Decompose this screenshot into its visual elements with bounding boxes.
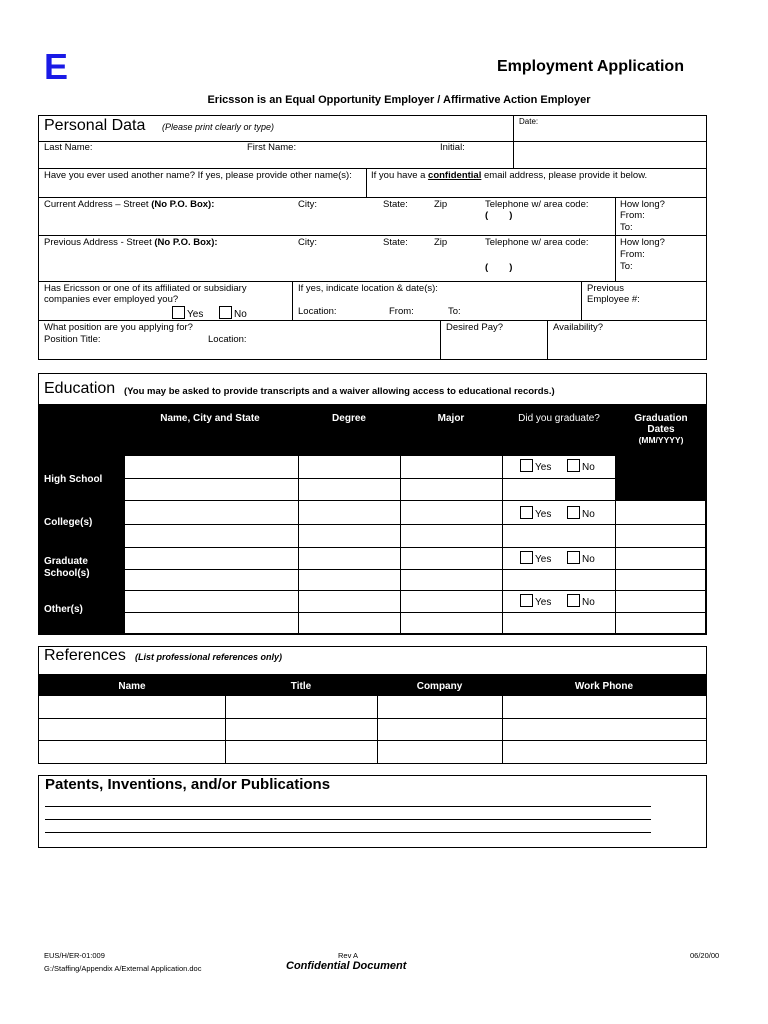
hs-yes-option[interactable] [520,459,551,473]
current-how-long: How long? [620,199,665,210]
edu-hs-name-1[interactable] [124,455,299,479]
date-field[interactable]: Date: [519,117,539,126]
employed-yes-option[interactable] [172,306,203,320]
edu-grad-major-1[interactable] [400,547,503,570]
grad-no-option[interactable] [567,551,595,565]
current-from-field[interactable]: From: [620,210,645,221]
position-title-field[interactable]: Position Title: [44,334,101,345]
last-name-field[interactable]: Last Name: [44,142,93,153]
previous-zip-field[interactable]: Zip [434,237,448,248]
email-label-pre: If you have a [371,170,429,181]
previous-from-field[interactable]: From: [620,249,645,260]
col-name-city-state: Name, City and State [160,413,260,424]
current-address-label: Current Address – Street [44,199,152,210]
patents-line-2[interactable] [45,819,651,820]
previous-area-code: ( ) [485,262,513,273]
previous-how-long: How long? [620,237,665,248]
edu-grad-name-2[interactable] [124,569,299,591]
edu-college-degree-2[interactable] [298,524,401,548]
edu-other-major-1[interactable] [400,590,503,613]
row-high-school: High School [44,474,103,485]
row-graduate-schools: School(s) [44,568,90,579]
checkbox-icon[interactable] [567,506,580,519]
edu-hs-major-1[interactable] [400,455,503,479]
references-title: References [44,647,126,664]
current-city-field[interactable]: City: [298,199,317,210]
edu-other-dates-2[interactable] [615,612,706,634]
prior-from-field[interactable]: From: [389,306,414,317]
col-dates: Dates [647,424,675,435]
edu-grad-degree-1[interactable] [298,547,401,570]
col-did-you-graduate: Did you graduate? [518,413,600,424]
edu-grad-dates-2[interactable] [615,569,706,591]
previous-employee-number-field[interactable]: Employee #: [587,294,640,305]
col-major: Major [437,413,465,424]
personal-data-note: (Please print clearly or type) [162,122,275,132]
if-yes-label: If yes, indicate location & date(s): [298,283,438,294]
edu-college-name-2[interactable] [124,524,299,548]
other-name-field[interactable]: Have you ever used another name? If yes, please provide other name(s): [44,170,352,181]
edu-college-name-1[interactable] [124,500,299,525]
previous-city-field[interactable]: City: [298,237,317,248]
email-label-bold: confidential [428,170,482,181]
checkbox-icon[interactable] [567,594,580,607]
edu-hs-degree-2[interactable] [298,478,401,501]
ref-1-name[interactable] [40,697,224,717]
current-telephone-field[interactable]: Telephone w/ area code: [485,199,589,210]
edu-college-dates-2[interactable] [615,524,706,548]
previous-label: Previous [587,283,624,294]
grad-yes-option[interactable] [520,551,551,565]
eeo-statement: Ericsson is an Equal Opportunity Employer / Affirmative Action Employer [207,94,591,106]
edu-other-name-2[interactable] [124,612,299,634]
patents-line-1[interactable] [45,806,651,807]
edu-hs-name-2[interactable] [124,478,299,501]
revision-date: 06/20/00 [690,951,720,960]
no-label: No [234,309,247,320]
personal-data-title: Personal Data [44,117,146,134]
edu-other-major-2[interactable] [400,612,503,634]
no-label: No [582,597,595,608]
current-zip-field[interactable]: Zip [434,199,448,210]
current-address-note: (No P.O. Box): [151,199,215,210]
college-no-option[interactable] [567,506,595,520]
yes-label: Yes [535,462,552,473]
edu-hs-major-2[interactable] [400,478,503,501]
ref-2-name[interactable] [40,719,224,739]
edu-college-graduated-2[interactable] [502,524,616,548]
references-note: (List professional references only) [135,652,283,662]
checkbox-icon[interactable] [520,459,533,472]
patents-line-3[interactable] [45,832,651,833]
confidential-email-field[interactable] [371,170,647,181]
education-note: (You may be asked to provide transcripts and a waiver allowing access to educational records.) [124,386,555,397]
no-label: No [582,509,595,520]
edu-grad-major-2[interactable] [400,569,503,591]
ericsson-logo: E [44,46,69,87]
yes-label: Yes [187,309,204,320]
previous-address-field[interactable] [44,237,218,248]
first-name-field[interactable]: First Name: [247,142,297,153]
confidential-label: Confidential Document [286,960,407,972]
desired-pay-field[interactable]: Desired Pay? [446,322,504,333]
edu-other-dates-1[interactable] [615,590,706,613]
prior-to-field[interactable]: To: [448,306,461,317]
row-colleges: College(s) [44,517,93,528]
edu-college-major-1[interactable] [400,500,503,525]
edu-college-degree-1[interactable] [298,500,401,525]
college-yes-option[interactable] [520,506,551,520]
employed-no-option[interactable] [219,306,247,320]
edu-college-dates-1[interactable] [615,500,706,525]
edu-college-major-2[interactable] [400,524,503,548]
page-title: Employment Application [497,58,684,75]
checkbox-icon[interactable] [219,306,232,319]
prior-location-field[interactable]: Location: [298,306,337,317]
previous-address-note: (No P.O. Box): [154,237,218,248]
edu-other-degree-1[interactable] [298,590,401,613]
edu-grad-graduated-2[interactable] [502,569,616,591]
revision: Rev A [338,951,359,960]
other-yes-option[interactable] [520,594,551,608]
ref-col-company: Company [416,681,463,692]
edu-hs-degree-1[interactable] [298,455,401,479]
edu-other-degree-2[interactable] [298,612,401,634]
education-title: Education [44,380,116,397]
initial-field[interactable]: Initial: [440,142,465,153]
current-area-code: ( ) [485,210,513,221]
ref-col-title: Title [290,681,312,692]
col-date-format: (MM/YYYY) [638,435,684,445]
employed-before-question: Has Ericsson or one of its affiliated or subsidiary companies ever employed you? [44,283,247,305]
other-no-option[interactable] [567,594,595,608]
edu-grad-degree-2[interactable] [298,569,401,591]
form-id: EUS/H/ER-01:009 [44,951,105,960]
file-path: G:/Staffing/Appendix A/External Application.doc [44,964,202,973]
edu-other-graduated-2[interactable] [502,612,616,634]
previous-state-field[interactable]: State: [383,237,408,248]
previous-telephone-field[interactable]: Telephone w/ area code: [485,237,589,248]
checkbox-icon[interactable] [567,551,580,564]
hs-no-option[interactable] [567,459,595,473]
current-to-field[interactable]: To: [620,222,633,233]
yes-label: Yes [535,597,552,608]
ref-3-name[interactable] [40,741,224,762]
patents-title: Patents, Inventions, and/or Publications [45,776,331,793]
position-question: What position are you applying for? [44,322,193,333]
yes-label: Yes [535,509,552,520]
col-degree: Degree [332,413,366,424]
ref-col-name: Name [118,681,146,692]
checkbox-icon[interactable] [172,306,185,319]
position-location-field[interactable]: Location: [208,334,247,345]
row-graduate: Graduate [44,556,88,567]
checkbox-icon[interactable] [520,594,533,607]
no-label: No [582,554,595,565]
current-state-field[interactable]: State: [383,199,408,210]
edu-grad-name-1[interactable] [124,547,299,570]
current-address-field[interactable] [44,199,214,210]
edu-other-name-1[interactable] [124,590,299,613]
checkbox-icon[interactable] [567,459,580,472]
yes-label: Yes [535,554,552,565]
previous-to-field[interactable]: To: [620,261,633,272]
col-graduation: Graduation [634,413,688,424]
no-label: No [582,462,595,473]
ref-col-work-phone: Work Phone [574,681,634,692]
availability-field[interactable]: Availability? [553,322,603,333]
checkbox-icon[interactable] [520,506,533,519]
email-label-post: email address, please provide it below. [481,170,648,181]
checkbox-icon[interactable] [520,551,533,564]
edu-grad-dates-1[interactable] [615,547,706,570]
row-others: Other(s) [44,604,83,615]
previous-address-label: Previous Address - Street [44,237,155,248]
edu-hs-graduated-2[interactable] [502,478,616,501]
